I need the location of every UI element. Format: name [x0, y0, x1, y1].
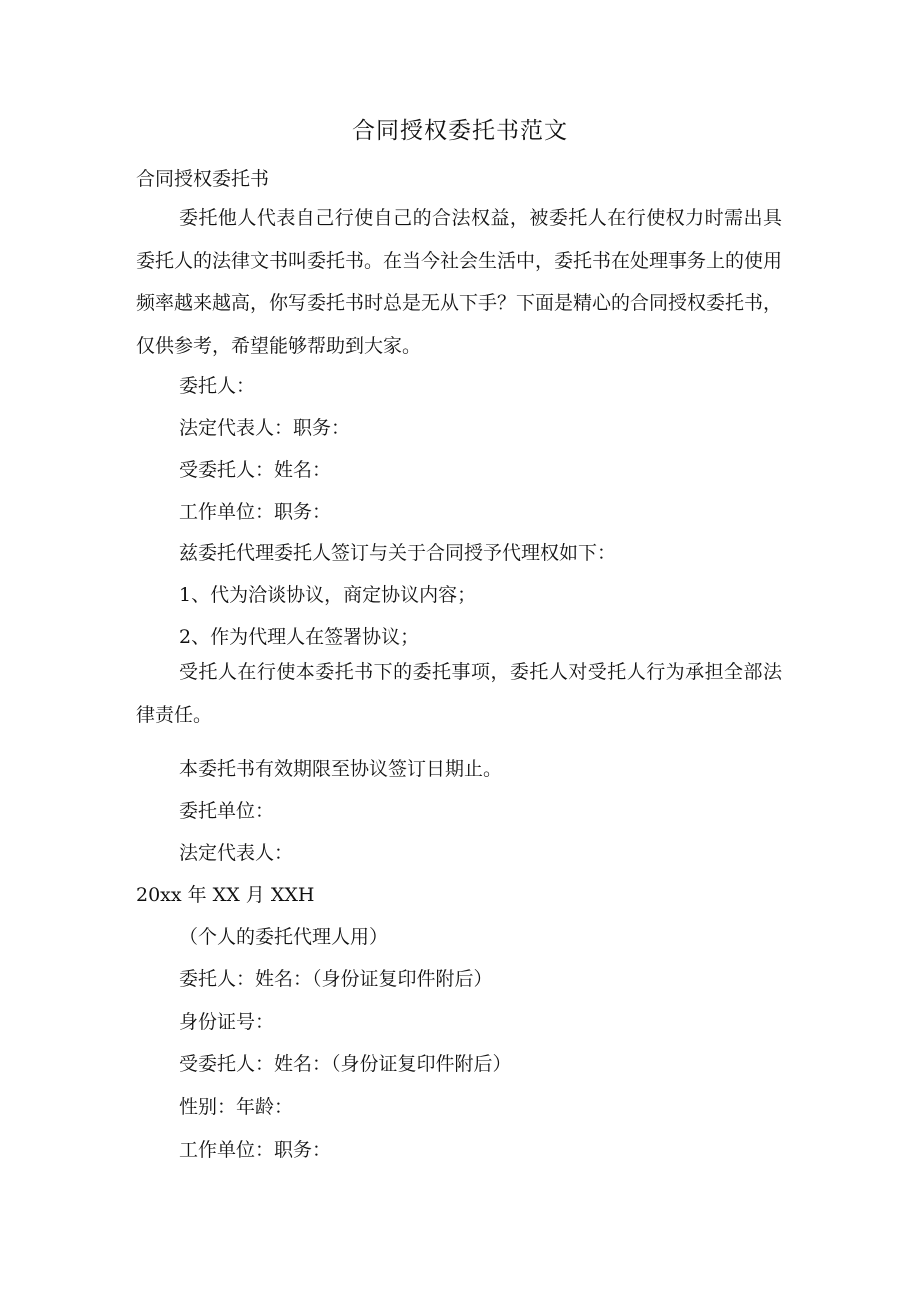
principal-unit-label: 委托单位： — [179, 800, 275, 822]
document-subtitle: 合同授权委托书 — [136, 168, 270, 190]
authorization-statement: 兹委托代理委托人签订与关于合同授予代理权如下： — [179, 542, 617, 564]
legal-rep-position-label: 法定代表人：职务： — [179, 417, 351, 439]
agent-name-label-2: 受委托人：姓名：（身份证复印件附后） — [179, 1053, 512, 1075]
section2-heading: （个人的委托代理人用） — [179, 926, 389, 948]
principal-label: 委托人： — [179, 375, 256, 397]
agent-name-label: 受委托人：姓名： — [179, 459, 332, 481]
principal-name-label: 委托人：姓名：（身份证复印件附后） — [179, 968, 493, 990]
id-number-label: 身份证号： — [179, 1011, 275, 1033]
work-unit-position-label: 工作单位：职务： — [179, 501, 332, 523]
authorization-item-1: 1、代为洽谈协议，商定协议内容； — [179, 584, 477, 606]
gender-age-label: 性别：年龄： — [179, 1096, 294, 1118]
document-title: 合同授权委托书范文 — [352, 118, 568, 144]
date-line: 20xx 年 XX 月 XXH — [136, 884, 315, 906]
intro-paragraph: 委托他人代表自己行使自己的合法权益，被委托人在行使权力时需出具委托人的法律文书叫委托书。在当今社会生活中，委托书在处理事务上的使用频率越来越高，你写委托书时总是无从下手？下面是精心的合同授权委托书，仅供参考，希望能够帮助到大家。 — [136, 207, 783, 357]
validity-statement: 本委托书有效期限至协议签订日期止。 — [179, 758, 503, 780]
legal-rep-label: 法定代表人： — [179, 842, 294, 864]
work-unit-position-label-2: 工作单位：职务： — [179, 1139, 332, 1161]
responsibility-paragraph: 受托人在行使本委托书下的委托事项，委托人对受托人行为承担全部法律责任。 — [136, 661, 782, 726]
authorization-item-2: 2、作为代理人在签署协议； — [179, 626, 420, 648]
